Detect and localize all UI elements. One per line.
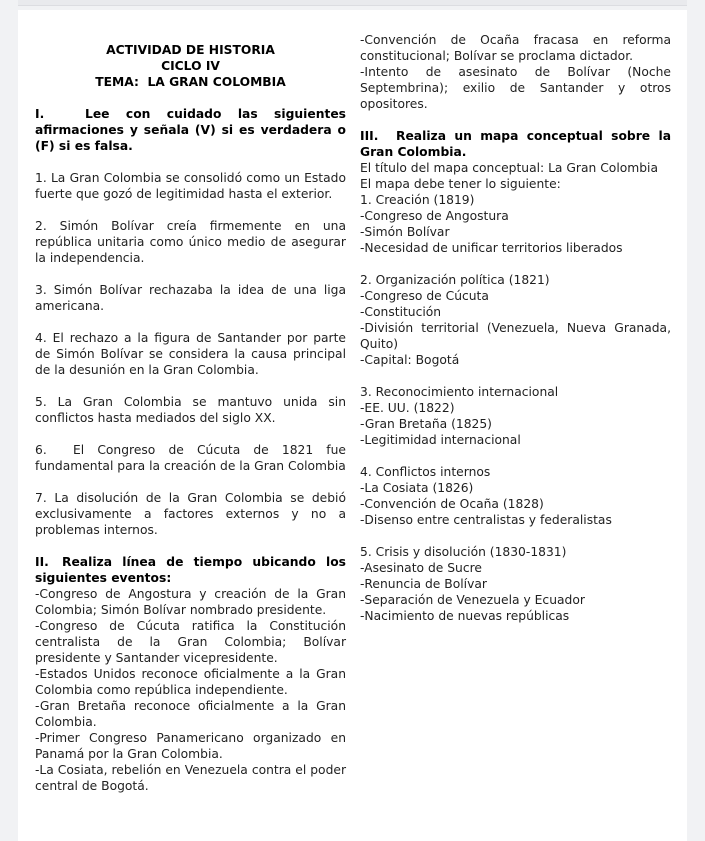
timeline-event-1: -Congreso de Angostura y creación de la Gran Colombia; Simón Bolívar nombrado presidente.	[35, 587, 346, 617]
section-2-heading-text: Realiza línea de tiempo ubicando los siguientes eventos:	[35, 555, 346, 585]
concept-map-group-3-title: 3. Reconocimiento internacional	[360, 385, 559, 399]
concept-map-item-4-2: -Convención de Ocaña (1828)	[360, 497, 544, 511]
concept-map-item-1-1: -Congreso de Angostura	[360, 209, 509, 223]
concept-map-item-2-1: -Congreso de Cúcuta	[360, 289, 489, 303]
title-line-topic: TEMA: LA GRAN COLOMBIA	[95, 75, 286, 89]
timeline-event-4: -Gran Bretaña reconoce oficialmente a la Gran Colombia.	[35, 699, 346, 729]
concept-map-group-4-title: 4. Conflictos internos	[360, 465, 491, 479]
concept-map-group-2	[360, 272, 671, 368]
concept-map-group-3	[360, 384, 671, 448]
concept-map-item-1-3: -Necesidad de unificar territorios liberados	[360, 241, 623, 255]
concept-map-item-2-3: -División territorial (Venezuela, Nueva Granada, Quito)	[360, 321, 671, 351]
concept-map-item-5-1: -Asesinato de Sucre	[360, 561, 482, 575]
concept-map-item-3-3: -Legitimidad internacional	[360, 433, 521, 447]
document-title	[35, 42, 346, 90]
statement-4: 4. El rechazo a la figura de Santander por parte de Simón Bolívar se considera la causa principal de la desunión en la Gran Colombia.	[35, 331, 346, 377]
concept-map-item-4-3: -Disenso entre centralistas y federalistas	[360, 513, 612, 527]
concept-map-item-2-4: -Capital: Bogotá	[360, 353, 460, 367]
concept-map-group-2-title: 2. Organización política (1821)	[360, 273, 550, 287]
statement-2: 2. Simón Bolívar creía firmemente en una república unitaria como único medio de asegurar la independencia.	[35, 219, 346, 265]
concept-map-item-5-4: -Nacimiento de nuevas repúblicas	[360, 609, 570, 623]
section-3-heading-text: Realiza un mapa conceptual sobre la Gran Colombia.	[360, 129, 671, 159]
title-line-activity: ACTIVIDAD DE HISTORIA	[106, 43, 275, 57]
concept-map-group-1-title: 1. Creación (1819)	[360, 193, 475, 207]
timeline-event-8: -Intento de asesinato de Bolívar (Noche Septembrina); exilio de Santander y otros opositores.	[360, 65, 671, 111]
timeline-event-3: -Estados Unidos reconoce oficialmente a la Gran Colombia como república independiente.	[35, 667, 346, 697]
statement-6: 6. El Congreso de Cúcuta de 1821 fue fundamental para la creación de la Gran Colombia	[35, 443, 346, 473]
concept-map-group-4	[360, 464, 671, 528]
timeline-event-6: -La Cosiata, rebelión en Venezuela contra el poder central de Bogotá.	[35, 763, 346, 793]
timeline-events-list-continued	[360, 32, 671, 112]
concept-map-group-5-title: 5. Crisis y disolución (1830-1831)	[360, 545, 567, 559]
two-column-layout	[18, 10, 687, 794]
concept-map-item-5-2: -Renuncia de Bolívar	[360, 577, 487, 591]
concept-map-item-2-2: -Constitución	[360, 305, 442, 319]
concept-map-item-3-1: -EE. UU. (1822)	[360, 401, 455, 415]
section-1-number: I.	[35, 107, 45, 121]
concept-map-item-3-2: -Gran Bretaña (1825)	[360, 417, 492, 431]
concept-map-item-1-2: -Simón Bolívar	[360, 225, 450, 239]
section-1-heading-text: Lee con cuidado las siguientes afirmaciones y señala (V) si es verdadera o (F) si es falsa.	[35, 107, 346, 153]
section-3-heading	[360, 128, 671, 160]
document-page	[18, 10, 687, 841]
concept-map-item-5-3: -Separación de Venezuela y Ecuador	[360, 593, 585, 607]
right-column	[360, 32, 671, 794]
section-2-heading	[35, 554, 346, 586]
timeline-event-5: -Primer Congreso Panamericano organizado en Panamá por la Gran Colombia.	[35, 731, 346, 761]
previous-page-edge	[18, 0, 687, 6]
timeline-events-list	[35, 586, 346, 794]
statement-3: 3. Simón Bolívar rechazaba la idea de una liga americana.	[35, 283, 346, 313]
section-3-number: III.	[360, 129, 379, 143]
concept-map-group-1	[360, 192, 671, 256]
timeline-event-7: -Convención de Ocaña fracasa en reforma constitucional; Bolívar se proclama dictador.	[360, 33, 671, 63]
statement-1: 1. La Gran Colombia se consolidó como un Estado fuerte que gozó de legitimidad hasta el exterior.	[35, 171, 346, 201]
statement-7: 7. La disolución de la Gran Colombia se debió exclusivamente a factores externos y no a problemas internos.	[35, 491, 346, 537]
concept-map-item-4-1: -La Cosiata (1826)	[360, 481, 474, 495]
concept-map-group-5	[360, 544, 671, 624]
left-column	[35, 32, 346, 794]
concept-map-requirements-intro: El mapa debe tener lo siguiente:	[360, 177, 561, 191]
timeline-event-2: -Congreso de Cúcuta ratifica la Constitución centralista de la Gran Colombia; Bolívar presidente y Santander vicepresidente.	[35, 619, 346, 665]
title-line-cycle: CICLO IV	[161, 59, 220, 73]
statement-5: 5. La Gran Colombia se mantuvo unida sin conflictos hasta mediados del siglo XX.	[35, 395, 346, 425]
section-2-number: II.	[35, 555, 49, 569]
section-1-heading	[35, 106, 346, 154]
concept-map-title-instruction: El título del mapa conceptual: La Gran Colombia	[360, 161, 658, 175]
